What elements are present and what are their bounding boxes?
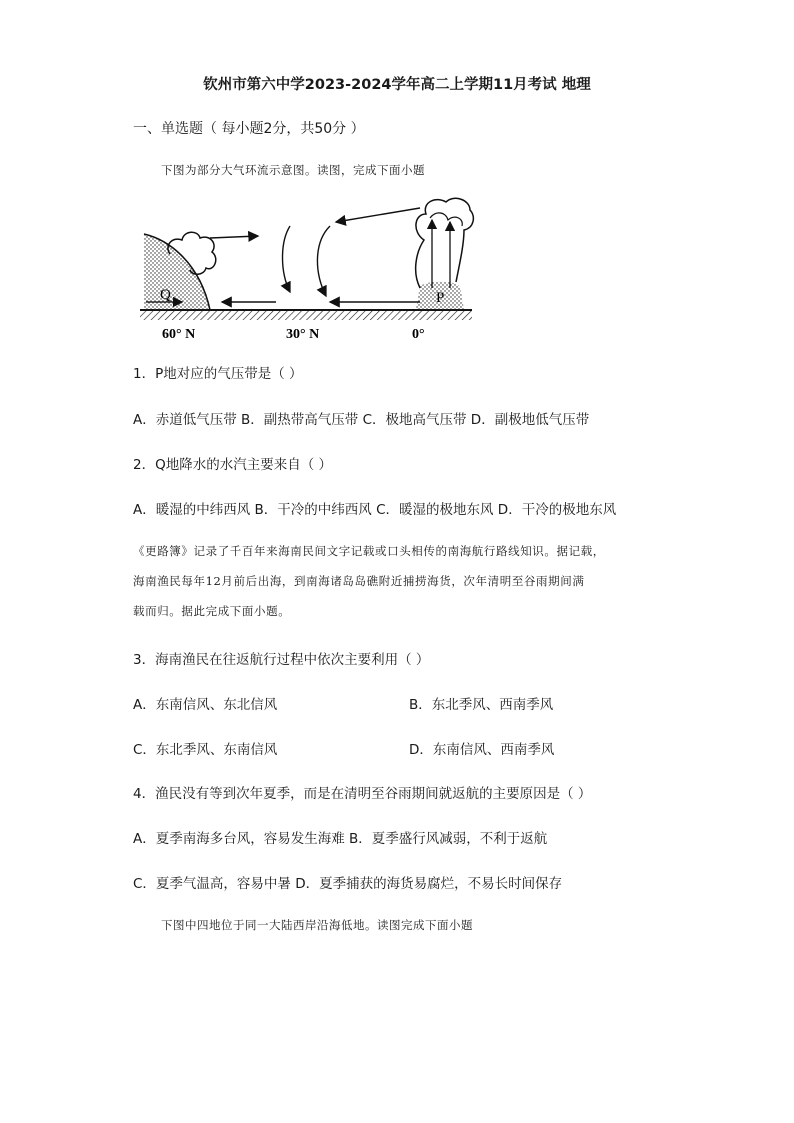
- lat-30n-label: 30° N: [286, 327, 320, 342]
- question-1-stem: 1．P地对应的气压带是（ ）: [133, 366, 303, 382]
- equator-cloud-detail: [430, 213, 462, 226]
- question-3-option-c: C．东北季风、东南信风: [133, 742, 278, 758]
- question-1-options: A．赤道低气压带 B．副热带高气压带 C．极地高气压带 D．副极地低气压带: [133, 412, 590, 428]
- group1-intro: 下图为部分大气环流示意图。读图，完成下面小题: [161, 163, 425, 177]
- descending-arrow-right: [317, 226, 330, 296]
- question-3-option-a: A．东南信风、东北信风: [133, 697, 278, 713]
- label-q: Q: [160, 287, 171, 303]
- descending-arrow-left: [283, 226, 291, 292]
- lat-60n-label: 60° N: [162, 327, 196, 342]
- polar-front-cold-air: [144, 234, 210, 310]
- lat-0-label: 0°: [412, 327, 425, 342]
- circulation-diagram: [130, 192, 480, 342]
- question-2-options: A．暖湿的中纬西风 B．干冷的中纬西风 C．暖湿的极地东风 D．干冷的极地东风: [133, 502, 617, 518]
- section-heading: 一、单选题（ 每小题2分，共50分 ）: [133, 121, 365, 137]
- equator-cloud: [416, 198, 474, 288]
- ground-hatch: [140, 310, 472, 320]
- question-3-option-b: B．东北季风、西南季风: [409, 697, 554, 713]
- upper-arrow-east: [336, 208, 420, 222]
- label-p: P: [436, 290, 445, 306]
- group3-intro: 下图中四地位于同一大陆西岸沿海低地。读图完成下面小题: [161, 918, 473, 932]
- group2-para-line-1: 《更路簿》记录了千百年来海南民间文字记载或口头相传的南海航行路线知识。据记载，: [133, 544, 605, 558]
- question-2-stem: 2．Q地降水的水汽主要来自（ ）: [133, 457, 333, 473]
- question-4-options-cd: C．夏季气温高，容易中暑 D．夏季捕获的海货易腐烂，不易长时间保存: [133, 876, 563, 892]
- page-title: 钦州市第六中学2023-2024学年高二上学期11月考试 地理: [203, 77, 591, 93]
- group2-para-line-3: 载而归。据此完成下面小题。: [133, 604, 291, 618]
- upper-arrow-west: [210, 236, 258, 238]
- question-4-stem: 4．渔民没有等到次年夏季，而是在清明至谷雨期间就返航的主要原因是（ ）: [133, 786, 592, 802]
- group2-para-line-2: 海南渔民每年12月前后出海，到南海诸岛岛礁附近捕捞海货，次年清明至谷雨期间满: [133, 574, 585, 588]
- question-3-option-d: D．东南信风、西南季风: [409, 742, 555, 758]
- question-3-stem: 3．海南渔民在往返航行过程中依次主要利用（ ）: [133, 652, 430, 668]
- question-4-options-ab: A．夏季南海多台风，容易发生海难 B．夏季盛行风减弱，不利于返航: [133, 831, 548, 847]
